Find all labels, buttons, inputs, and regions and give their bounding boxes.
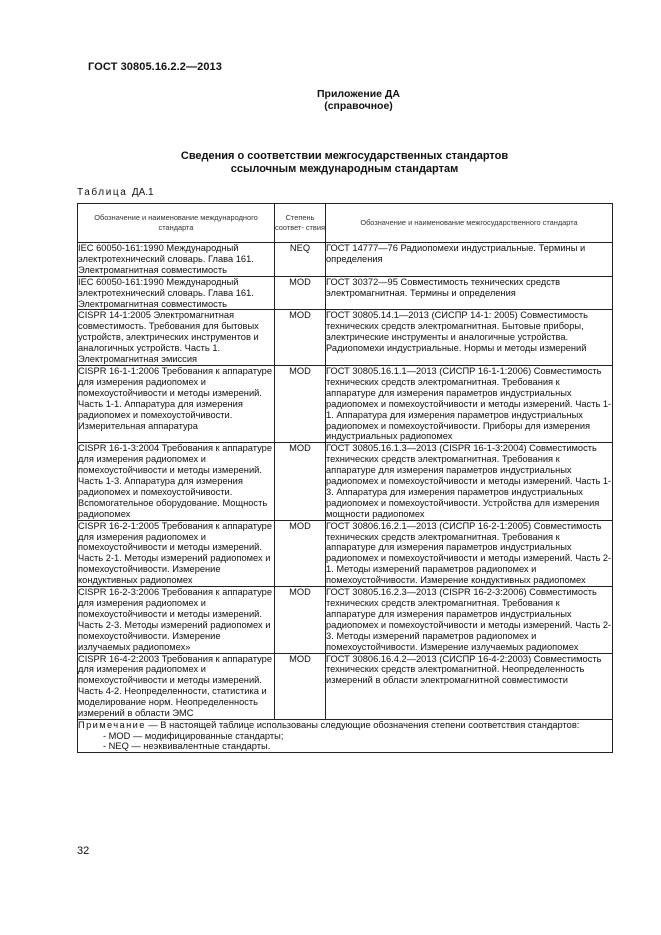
header-national: Обозначение и наименование межгосударственного стандарта [326, 204, 613, 243]
cell-national: ГОСТ 30372—95 Совместимость технических средств электромагнитная. Термины и определения [326, 276, 613, 310]
note-item-mod: - MOD — модифицированные стандарты; [103, 730, 284, 741]
annex-title-line: Приложение ДА [317, 88, 400, 100]
correspondence-table [77, 203, 613, 753]
table-label-number: ДА.1 [131, 187, 154, 198]
table-row [78, 443, 613, 520]
section-heading-line-1: Сведения о соответствии межгосударственных стандартов [180, 150, 509, 162]
cell-international: CISPR 16-1-3:2004 Требования к аппаратуре для измерения радиопомех и помехоустойчивости и методы измерений. Часть 1-3. Аппаратура для измерения радиопомех и помехоустойчивости. Вспомогательное оборудование. Мощность радиопомех [78, 443, 275, 520]
header-degree: Степень соответ- ствия [275, 204, 326, 243]
annex-subtitle-line: (справочное) [324, 100, 393, 112]
table-row [78, 243, 613, 277]
note-text: — В настоящей таблице использованы следующие обозначения степени соответствия стандартов: [148, 719, 580, 730]
cell-national: ГОСТ 30805.16.1.3—2013 (CISPR 16-1-3:2004) Совместимость технических средств электромагнитная. Требования к аппаратуре для измерения параметров индустриальных радиопомех и помехоустойчивости и методы измерений. Часть 1-3. Аппаратура для измерения параметров индустриальных радиопомех и помехоустойчивости. Устройства для измерения мощности радиопомех [326, 443, 612, 519]
cell-degree: MOD [275, 443, 326, 520]
cell-international: CISPR 16-1-1:2006 Требования к аппаратуре для измерения радиопомех и помехоустойчивости и методы измерений. Часть 1-1. Аппаратура для измерения радиопомех и помехоустойчивости. Измерительная аппаратура [78, 365, 275, 442]
table-label-word: Таблица [77, 187, 128, 198]
document-code: ГОСТ 30805.16.2.2—2013 [88, 61, 222, 73]
cell-international: CISPR 16-2-3:2006 Требования к аппаратуре для измерения радиопомех и помехоустойчивости и методы измерений. Часть 2-3. Методы измерений радиопомех и помехоустойчивости. Измерение излучаемых радиопомех» [78, 587, 275, 653]
table-note [78, 719, 613, 752]
table-header-row [78, 204, 613, 243]
cell-national: ГОСТ 14777—76 Радиопомехи индустриальные. Термины и определения [326, 243, 613, 277]
cell-national: ГОСТ 30805.14.1—2013 (СИСПР 14-1: 2005) Совместимость технических средств электромагнитная. Бытовые приборы, электрические инструменты и аналогичные устройства. Радиопомехи индустриальные. Нормы и методы измерений [326, 310, 613, 366]
cell-degree: MOD [275, 276, 326, 310]
cell-degree: MOD [275, 653, 326, 719]
cell-international: CISPR 16-4-2:2003 Требования к аппаратуре для измерения радиопомех и помехоустойчивости и методы измерений. Часть 4-2. Неопределенности, статистика и моделирование норм. Неопределенность измерений в области ЭМС [78, 653, 275, 719]
cell-international: CISPR 16-2-1:2005 Требования к аппаратуре для измерения радиопомех и помехоустойчивости и методы измерений. Часть 2-1. Методы измерений радиопомех и помехоустойчивости. Измерение кондуктивных радиопомех [78, 520, 275, 586]
annex-title [0, 88, 661, 112]
cell-degree: MOD [275, 587, 326, 653]
table-label [77, 187, 154, 198]
note-heading: Примечание [78, 719, 146, 730]
cell-international: IEC 60050-161:1990 Международный электротехнический словарь. Глава 161. Электромагнитная совместимость [78, 243, 275, 277]
table-row [78, 310, 613, 366]
cell-national: ГОСТ 30805.16.1.1—2013 (СИСПР 16-1-1:2006) Совместимость технических средств электромагнитная. Требования к аппаратуре для измерения параметров индустриальных радиопомех и помехоустойчивости и методы измерений. Часть 1-1. Аппаратура для измерения параметров индустриальных радиопомех и помехоустойчивости. Приборы для измерения индустриальных радиопомех [326, 365, 612, 442]
note-item-neq: - NEQ — неэквивалентные стандарты. [103, 741, 271, 752]
header-international: Обозначение и наименование международного стандарта [78, 204, 275, 243]
section-heading [0, 150, 661, 176]
table-row [78, 520, 613, 586]
cell-international: IEC 60050-161:1990 Международный электротехнический словарь. Глава 161. Электромагнитная совместимость [78, 276, 275, 310]
table-note-row [78, 719, 613, 752]
page-number: 32 [77, 845, 90, 857]
cell-degree: MOD [275, 520, 326, 586]
note-intro [78, 720, 612, 731]
cell-degree: NEQ [275, 243, 326, 277]
cell-national: ГОСТ 30806.16.4.2—2013 (СИСПР 16-4-2:2003) Совместимость технических средств электромагнитной. Неопределенность измерений в области электромагнитной совместимости [326, 653, 613, 719]
cell-international: CISPR 14-1:2005 Электромагнитная совместимость. Требования для бытовых устройств, электрических инструментов и аналогичных устройств. Часть 1. Электромагнитная эмиссия [78, 310, 275, 366]
table-row [78, 365, 613, 442]
cell-degree: MOD [275, 310, 326, 366]
table-row [78, 587, 613, 653]
cell-national: ГОСТ 30805.16.2.3—2013 (CISPR 16-2-3:2006) Совместимость технических средств электромагнитная. Требования к аппаратуре для измерения параметров индустриальных радиопомех и помехоустойчивости и методы измерений. Часть 2-3. Методы измерений параметров радиопомех и помехоустойчивости. Измерение излучаемых радиопомех [326, 587, 612, 652]
section-heading-line-2: ссылочным международным стандартам [230, 163, 459, 175]
table-row [78, 653, 613, 719]
table-row [78, 276, 613, 310]
cell-national: ГОСТ 30806.16.2.1—2013 (СИСПР 16-2-1:2005) Совместимость технических средств электромагнитная. Требования к аппаратуре для измерения параметров индустриальных радиопомех и помехоустойчивости и методы измерений. Часть 2-1. Методы измерений параметров радиопомех и помехоустойчивости. Измерение кондуктивных радиопомех [326, 520, 612, 586]
cell-degree: MOD [275, 365, 326, 442]
